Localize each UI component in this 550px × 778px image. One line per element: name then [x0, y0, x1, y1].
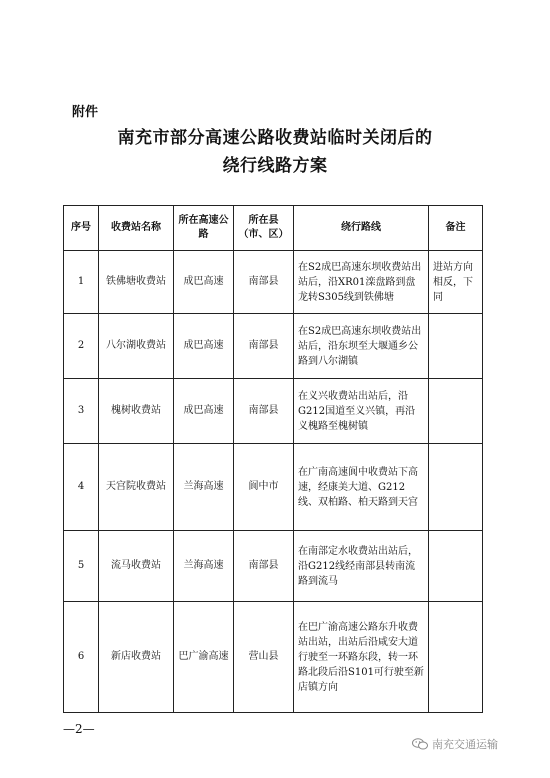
cell-county: 南部县 — [234, 251, 294, 314]
table-row — [64, 251, 483, 314]
table-row — [64, 444, 483, 531]
header-county: 所在县（市、区） — [234, 206, 294, 251]
document-title-line2: 绕行线路方案 — [222, 156, 328, 176]
attachment-label: 附件 — [72, 105, 99, 120]
cell-note — [429, 314, 483, 379]
cell-station: 流马收费站 — [99, 531, 174, 602]
cell-no: 6 — [64, 602, 99, 713]
document-title-line1: 南充市部分高速公路收费站临时关闭后的 — [117, 128, 433, 148]
cell-route: 在南部定水收费站出站后，沿G212线经南部县转南流路到流马 — [294, 531, 429, 602]
cell-no: 5 — [64, 531, 99, 602]
cell-no: 2 — [64, 314, 99, 379]
cell-station: 铁佛塘收费站 — [99, 251, 174, 314]
cell-no: 4 — [64, 444, 99, 531]
cell-highway: 成巴高速 — [174, 314, 234, 379]
header-note: 备注 — [429, 206, 483, 251]
table-header-row — [64, 206, 483, 251]
header-highway: 所在高速公路 — [174, 206, 234, 251]
cell-route: 在S2成巴高速东坝收费站出站后，沿东坝至大堰通乡公路到八尔湖镇 — [294, 314, 429, 379]
cell-note — [429, 531, 483, 602]
detour-route-table — [63, 205, 483, 713]
header-station: 收费站名称 — [99, 206, 174, 251]
cell-note: 进站方向相反，下同 — [429, 251, 483, 314]
table-row — [64, 602, 483, 713]
cell-no: 1 — [64, 251, 99, 314]
cell-note — [429, 444, 483, 531]
header-no: 序号 — [64, 206, 99, 251]
cell-station: 八尔湖收费站 — [99, 314, 174, 379]
cell-highway: 兰海高速 — [174, 444, 234, 531]
table-row — [64, 531, 483, 602]
cell-county: 南部县 — [234, 379, 294, 444]
cell-note — [429, 602, 483, 713]
cell-no: 3 — [64, 379, 99, 444]
cell-station: 槐树收费站 — [99, 379, 174, 444]
cell-note — [429, 379, 483, 444]
cell-highway: 成巴高速 — [174, 251, 234, 314]
cell-county: 营山县 — [234, 602, 294, 713]
header-route: 绕行路线 — [294, 206, 429, 251]
cell-highway: 巴广渝高速 — [174, 602, 234, 713]
table-row — [64, 314, 483, 379]
cell-highway: 成巴高速 — [174, 379, 234, 444]
cell-route: 在广南高速阆中收费站下高速，经康美大道、G212线、双柏路、柏天路到天宫 — [294, 444, 429, 531]
cell-highway: 兰海高速 — [174, 531, 234, 602]
watermark-text: 南充交通运输 — [432, 738, 498, 751]
table-row — [64, 379, 483, 444]
page-number: —2— — [63, 722, 95, 736]
cell-county: 南部县 — [234, 314, 294, 379]
cell-county: 阆中市 — [234, 444, 294, 531]
cell-station: 天宫院收费站 — [99, 444, 174, 531]
cell-county: 南部县 — [234, 531, 294, 602]
cell-route: 在巴广渝高速公路东升收费站出站，出站后沿咸安大道行驶至一环路东段，转一环路北段后沿S101可行驶至新店镇方向 — [294, 602, 429, 713]
watermark — [412, 736, 498, 752]
cell-route: 在S2成巴高速东坝收费站出站后，沿XR01滦盘路到盘龙转S305线到铁佛塘 — [294, 251, 429, 314]
cell-route: 在义兴收费站出站后，沿G212国道至义兴镇，再沿义槐路至槐树镇 — [294, 379, 429, 444]
wechat-icon — [412, 738, 428, 750]
cell-station: 新店收费站 — [99, 602, 174, 713]
